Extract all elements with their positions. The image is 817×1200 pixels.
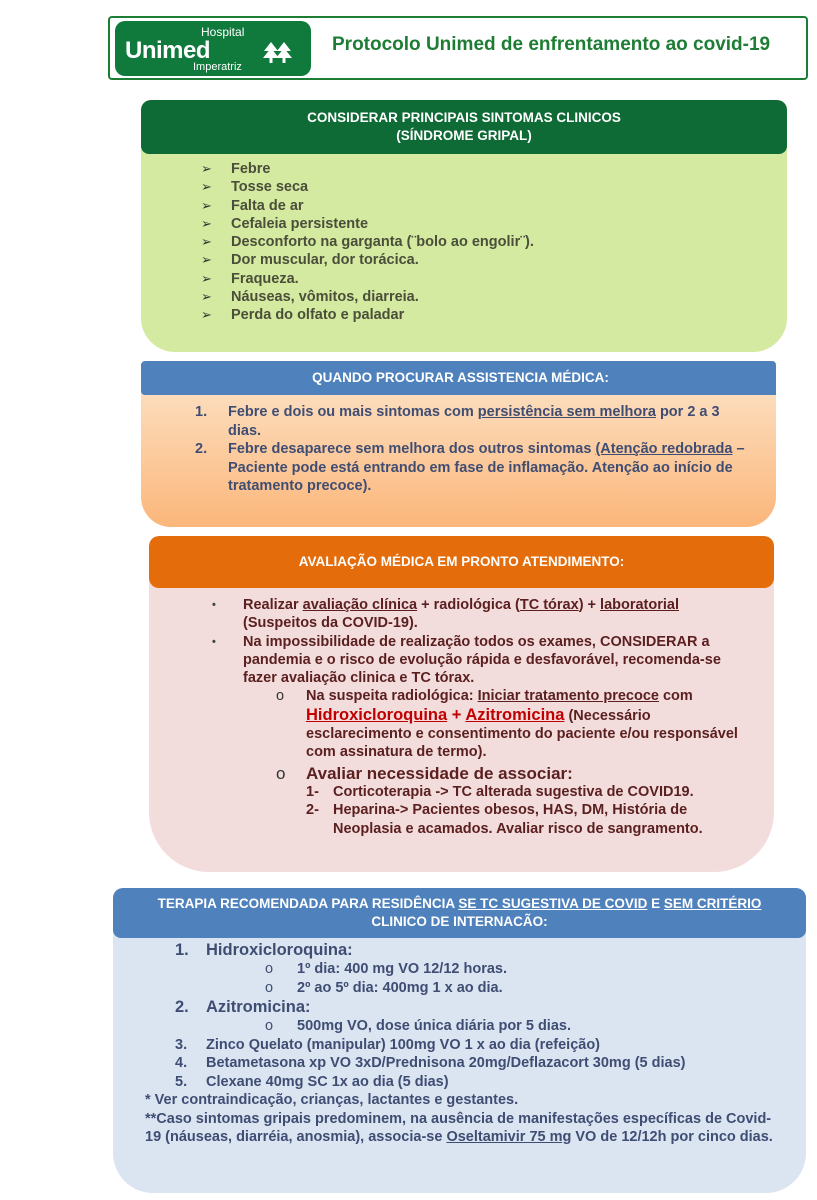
list-item: ➢ Cefaleia persistente (201, 215, 787, 233)
list-item (143, 1036, 786, 1055)
terapia-title-line1 (113, 895, 806, 913)
item-number: 3. (175, 1036, 188, 1053)
list-item: • Na impossibilidade de realização todos os exames, CONSIDERAR a pandemia e o risco de evolução rápida e desfavorável, recomenda-se fazer avaliação clinica e TC tórax. (212, 633, 744, 688)
list-item (212, 783, 744, 801)
list-item (195, 403, 746, 440)
item-text: Hidroxicloroquina: (206, 941, 353, 959)
list-item (212, 801, 744, 838)
title-text-part: TERAPIA RECOMENDADA PARA RESIDÊNCIA (157, 896, 459, 911)
item-text-part: (Suspeitos da COVID-19). (243, 615, 418, 632)
item-text-part: com (658, 688, 693, 705)
circle-bullet-icon: o (265, 961, 274, 977)
logo-imperatriz-text: Imperatriz (193, 61, 242, 73)
terapia-section (113, 888, 806, 1193)
item-text-underlined: laboratorial (600, 597, 680, 613)
drug-hidroxicloroquina: Hidroxicloroquina (306, 705, 448, 724)
note-text-underlined: Oseltamivir 75 mg (446, 1129, 572, 1145)
item-text-underlined: TC tórax (519, 597, 579, 613)
header (108, 16, 808, 80)
assistencia-title: QUANDO PROCURAR ASSISTENCIA MÉDICA: (141, 361, 776, 395)
sintomas-title-line2: (SÍNDROME GRIPAL) (396, 128, 532, 143)
list-item: ➢ Dor muscular, dor torácica. (201, 251, 787, 269)
note-text-part: **Caso sintomas gripais predominem, na ausência de manifestações específicas de Covid-19 (náuseas, diarréia, anosmia), associa-se (145, 1110, 772, 1145)
circle-bullet-icon: o (276, 688, 285, 705)
page-title: Protocolo Unimed de enfrentamento ao covid-19 (332, 34, 771, 55)
item-text: Heparina-> Pacientes obesos, HAS, DM, História de Neoplasia e acamados. Avaliar risco de sangramento. (333, 802, 703, 837)
logo-unimed-text: Unimed (125, 37, 211, 64)
note-text-part: VO de 12/12h por cinco dias. (571, 1129, 773, 1145)
note-oseltamivir (143, 1110, 786, 1147)
item-number: 1. (195, 404, 208, 420)
list-item: ➢ Febre (201, 160, 787, 178)
item-text-part: Realizar (243, 597, 303, 613)
item-number: 5. (175, 1073, 188, 1090)
assistencia-list (141, 395, 776, 496)
item-text-part: Na suspeita radiológica: (306, 688, 478, 705)
terapia-content (113, 938, 806, 1147)
list-item: ➢ Desconforto na garganta (¨bolo ao engolir¨). (201, 233, 787, 251)
list-item: ➢ Falta de ar (201, 197, 787, 215)
logo-hospital-text: Hospital (201, 25, 245, 39)
item-text: Avaliar necessidade de associar: (306, 763, 573, 783)
list-item: ➢ Tosse seca (201, 178, 787, 196)
item-text: Betametasona xp VO 3xD/Prednisona 20mg/Deflazacort 30mg (5 dias) (206, 1055, 686, 1071)
item-number: 4. (175, 1055, 188, 1071)
item-text: 2º ao 5º dia: 400mg 1 x ao dia. (297, 979, 503, 996)
avaliacao-sublist (149, 687, 774, 837)
list-item (143, 997, 786, 1017)
list-item (143, 1054, 786, 1073)
sintomas-list (141, 154, 787, 325)
item-number: 2. (195, 441, 208, 457)
list-item (143, 940, 786, 960)
item-number: 1. (175, 941, 189, 959)
item-text: 1º dia: 400 mg VO 12/12 horas. (297, 961, 508, 977)
item-text-underlined: avaliação clínica (302, 597, 418, 613)
item-text-underlined: Iniciar tratamento precoce (477, 688, 659, 705)
list-item (143, 1073, 786, 1092)
item-number: 2- (306, 802, 319, 819)
item-text-part: + radiológica ( (417, 597, 520, 613)
item-text-part: Febre desaparece sem melhora dos outros sintomas (228, 441, 596, 457)
list-item (143, 960, 786, 979)
item-text-underlined: persistência sem melhora (477, 404, 656, 420)
item-text: 500mg VO, dose única diária por 5 dias. (297, 1018, 571, 1034)
sintomas-title (141, 100, 787, 154)
item-text-part: ) + (578, 597, 601, 613)
terapia-title-line2: CLINICO DE INTERNACÃO: (371, 914, 548, 929)
avaliacao-title: AVALIAÇÃO MÉDICA EM PRONTO ATENDIMENTO: (149, 536, 774, 588)
assistencia-section (141, 361, 776, 527)
list-item: ➢ Náuseas, vômitos, diarreia. (201, 288, 787, 306)
list-item (212, 765, 744, 783)
title-text-underlined: SE TC SUGESTIVA DE COVID (458, 896, 648, 911)
item-text (228, 403, 746, 440)
item-text-part: – Paciente pode está entrando em fase de inflamação. Atenção ao início de tratamento precoce). (228, 441, 745, 494)
sintomas-title-line1: CONSIDERAR PRINCIPAIS SINTOMAS CLINICOS (307, 110, 621, 125)
list-item (212, 687, 744, 761)
item-text-part: (Necessário esclarecimento e consentimento do paciente e/ou responsável com assinatura de termo). (306, 707, 738, 761)
list-item (143, 979, 786, 998)
sintomas-section (141, 100, 787, 352)
circle-bullet-icon: o (265, 979, 274, 996)
item-text: Clexane 40mg SC 1x ao dia (5 dias) (206, 1073, 449, 1090)
circle-bullet-icon: o (265, 1018, 274, 1034)
list-item: ➢ Fraqueza. (201, 270, 787, 288)
item-text-part: + (447, 705, 466, 724)
item-text: Azitromicina: (206, 998, 311, 1016)
terapia-title (113, 888, 806, 938)
avaliacao-content (149, 588, 774, 687)
item-text-part: por 2 a 3 dias. (228, 404, 720, 439)
item-text: Zinco Quelato (manipular) 100mg VO 1 x ao dia (refeição) (206, 1036, 601, 1053)
item-text-underlined: (Atenção redobrada (595, 441, 733, 457)
unimed-tree-icon (263, 40, 293, 64)
item-number: 2. (175, 998, 189, 1016)
item-text-part: Febre e dois ou mais sintomas com (228, 404, 478, 420)
list-item (195, 440, 746, 496)
avaliacao-section (149, 536, 774, 872)
list-item (143, 1017, 786, 1036)
circle-bullet-icon: o (276, 763, 286, 783)
title-text-underlined: SEM CRITÉRIO (663, 896, 762, 911)
note-contraindicacao: * Ver contraindicação, crianças, lactantes e gestantes. (145, 1092, 519, 1108)
title-text-part: E (647, 896, 664, 911)
unimed-logo (115, 21, 311, 76)
item-text (228, 440, 746, 496)
list-item (212, 596, 744, 633)
drug-azitromicina: Azitromicina (465, 705, 565, 724)
item-text: Corticoterapia -> TC alterada sugestiva de COVID19. (333, 783, 694, 800)
item-number: 1- (306, 783, 319, 800)
list-item: ➢ Perda do olfato e paladar (201, 306, 787, 324)
